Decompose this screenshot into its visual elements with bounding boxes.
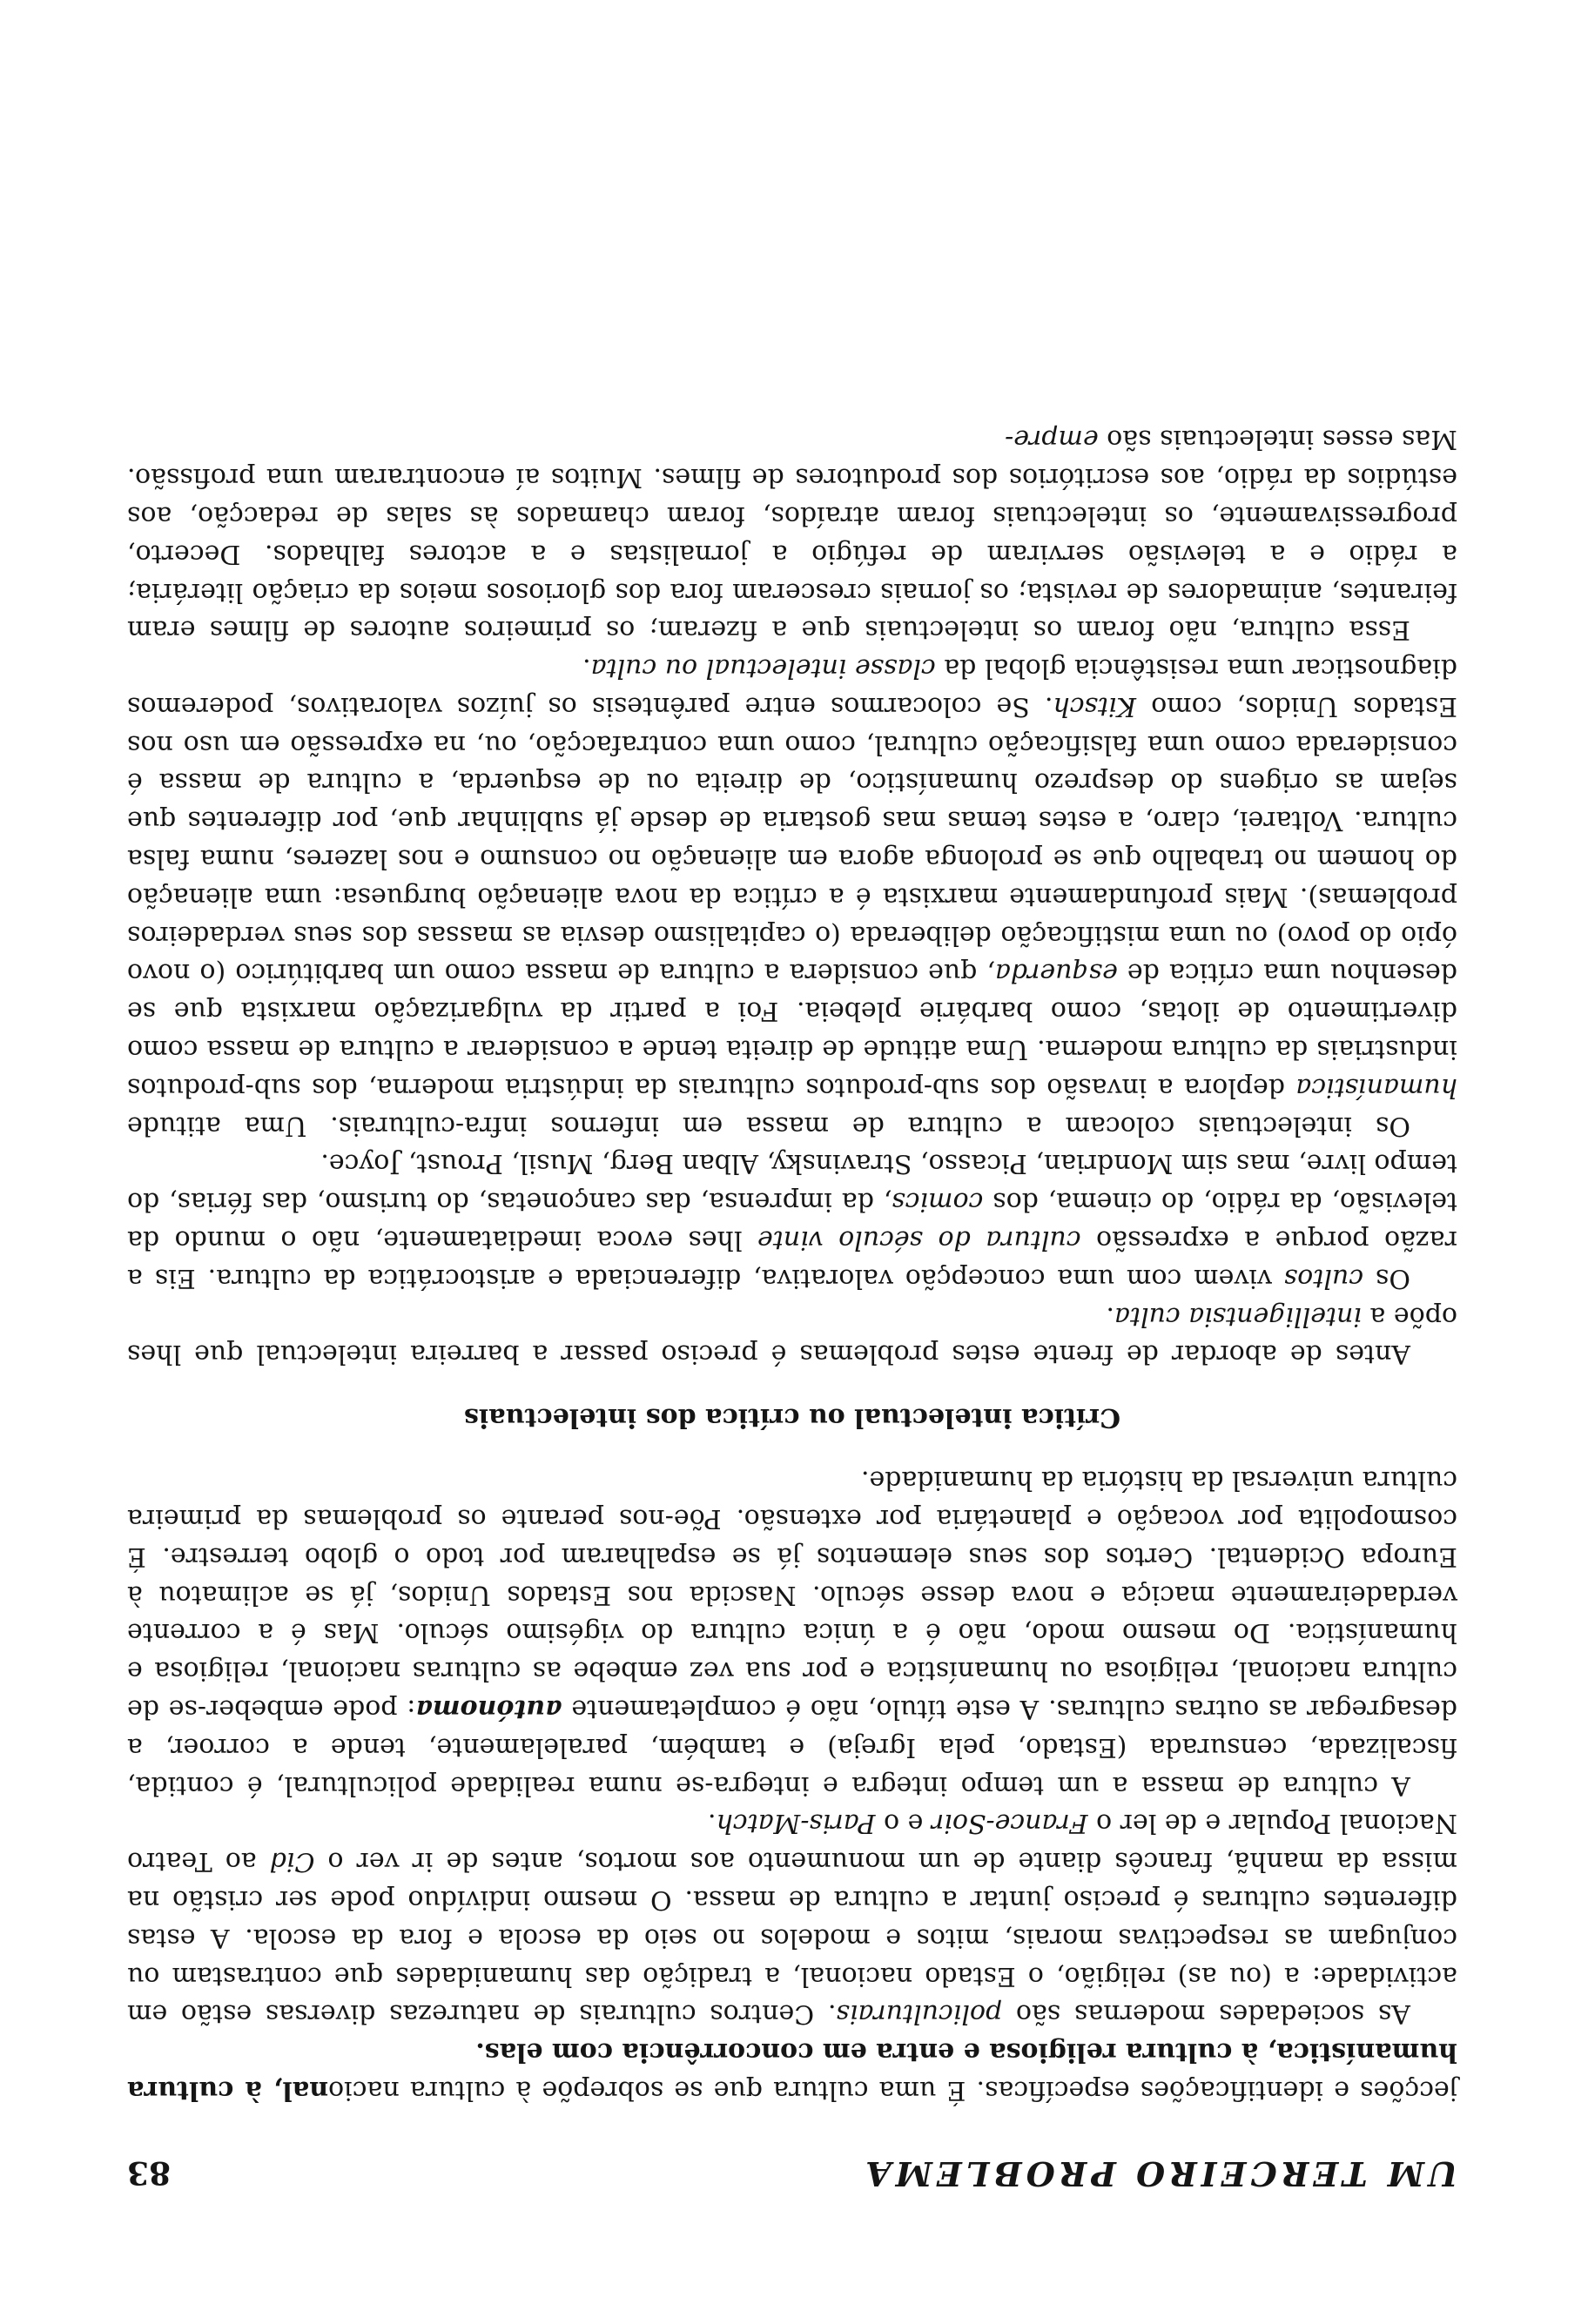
paragraph-text: . <box>1106 1300 1115 1332</box>
emphasis-text: classe intelectual ou culta <box>590 653 936 684</box>
paragraph-text: vivem com uma concepção valorativa, diferenciada e aristocrática da cultura. Eis a razão porque a expressão <box>127 1225 1457 1293</box>
paragraph <box>127 1297 1457 1374</box>
paragraph <box>127 2032 1457 2109</box>
emphasis-text: autónoma <box>415 1694 562 1725</box>
paragraph-text: : pode embeber-se de cultura nacional, religiosa ou humanística e por sua vez embebe as culturas nacional, religiosa e humanística. Do mesmo modo, não é a única cultura do vigésimo século. Mas é a corrente verdadeiramente maciça e nova desse século. Nascida nos Estados Unidos, já se aclimatou à Europa Ocidental. Certos dos seus elementos já se espalharam por todo o globo terrestre. É cosmopolita por vocação e planetária por extensão. Põe-nos perante os problemas da primeira cultura universal da história da humanidade. <box>127 1465 1457 1725</box>
paragraph-text: Os <box>1363 1262 1410 1293</box>
paragraph-text: . Se colocarmos entre parêntesis os juízos valorativos, poderemos diagnosticar uma resistência global da <box>127 653 1457 722</box>
section-heading: Crítica intelectual ou crítica dos intelectuais <box>463 1402 1121 1434</box>
body-text-block-2 <box>127 420 1457 1374</box>
paragraph-text: jecções e identificações específicas. É uma cultura que se sobrepõe à cultura nacio <box>328 2075 1457 2106</box>
paragraph-text: , da imprensa, das cançonetas, do turismo, das férias, do tempo livre, mas sim Mondrian, Picasso, Stravinsky, Alban Berg, Musil, Proust, Joyce. <box>127 1148 1457 1218</box>
emphasis-text: empre- <box>1005 424 1099 455</box>
emphasis-text: nal, à cultura humanística, à cultura religiosa e entra em concorrência com elas. <box>127 2037 1457 2106</box>
emphasis-text: esquerda <box>994 957 1118 989</box>
running-head <box>127 2154 1457 2193</box>
paragraph-text: Antes de abordar de frente estes problemas é preciso passar a barreira intelectual que lhes opõe a <box>127 1300 1457 1370</box>
paragraph-text: Essa cultura, não foram os intelectuais que a fizeram; os primeiros autores de filmes eram feirantes, animadores de revista; os jornais cresceram fora dos gloriosos meios da criação literária; a rádio e a televisão serviram de refúgio a jornalistas e a actores falhados. Decerto, progressivamente, os intelectuais foram atraídos, foram chamados às salas de redacção, aos estúdios da rádio, aos escritórios dos produtores de filmes. Muitos aí encontraram uma profissão. Mas esses intelectuais são <box>127 424 1457 646</box>
paragraph-text: . <box>582 653 591 684</box>
paragraph-text: , que considera a cultura de massa como um barbitúrico (o novo ópio do povo) ou uma mistificação deliberada (o capitalismo desvia as massas dos seus verdadeiros problemas). Mais profundamente marxista é a crítica da nova alienação burguesa: uma alienação do homem no trabalho que se prolonga agora em alienação no consumo e nos lazeres, numa falsa cultura. Voltarei, claro, a estes temas mas gostaria de desde já sublinhar que, por diferentes que sejam as origens do desprezo humanístico, de direita ou de esquerda, a cultura de massa é considerada como uma falsificação cultural, como uma contrafacção, ou, na expressão em uso nos Estados Unidos, como <box>126 690 1457 989</box>
emphasis-text: intelligentsia culta <box>1114 1300 1362 1332</box>
paragraph-text: ao Teatro Nacional Popular e de ler o <box>127 1808 1457 1877</box>
paragraph-text: Os intelectuais colocam a cultura de massa em infernos infra-culturais. Uma atitude <box>127 1110 1410 1141</box>
emphasis-text: humanística <box>1295 1071 1457 1103</box>
paragraph <box>127 648 1457 1144</box>
emphasis-text: cultos <box>1283 1262 1364 1293</box>
paragraph-text: deplora a invasão dos sub-produtos culturais da indústria moderna, dos sub-produtos industriais da cultura moderna. Uma atitude de direita tende a considerar a cultura de massa como divertimento de ilotas, como barbárie plebeia. Foi a partir da vulgarização marxista que se desenhou uma crítica de <box>127 957 1457 1103</box>
running-head-title: UM TERCEIRO PROBLEMA <box>861 2154 1457 2193</box>
paragraph-text: e o <box>875 1808 932 1839</box>
emphasis-text: Paris-Match <box>716 1808 876 1839</box>
emphasis-text: comics <box>892 1186 984 1218</box>
body-text-block-1 <box>127 1461 1457 2109</box>
paragraph-text: A cultura de massa a um tempo integra e integra-se numa realidade policultural, é contida, fiscalizada, censurada (Estado, pela Igreja) e também, paralelamente, tende a corroer, a desagregar as outras culturas. A este título, não é completamente <box>127 1694 1457 1801</box>
paragraph-text: . <box>707 1808 717 1839</box>
paragraph <box>127 1461 1457 1803</box>
paragraph <box>127 420 1457 649</box>
emphasis-text: cultura do século vinte <box>757 1225 1081 1256</box>
emphasis-text: policulturais <box>836 1998 1003 2030</box>
emphasis-text: Cid <box>269 1846 315 1877</box>
paragraph <box>127 1804 1457 2033</box>
paragraph <box>127 1145 1457 1297</box>
paragraph-text: . Centros culturais de naturezas diversas estão em actividade: a (ou as) religião, o Estado nacional, a tradição das humanidades que contrastam ou conjugam as respectivas morais, mitos e modelos no seio da escola e fora da escola. A estas diferentes culturas é preciso juntar a cultura de massa. O mesmo indivíduo pode ser cristão na missa da manhã, francês diante de um monumento aos mortos, antes de ir ver o <box>127 1846 1457 2030</box>
page-content <box>127 420 1457 2193</box>
emphasis-text: France-Soir <box>931 1808 1088 1839</box>
paragraph-text: lhes evoca imediatamente, não o mundo da televisão, da rádio, do cinema, dos <box>127 1186 1457 1256</box>
paragraph-text: As sociedades modernas são <box>1002 1998 1410 2030</box>
emphasis-text: Kitsch <box>1053 690 1137 722</box>
page-number: 83 <box>127 2154 172 2191</box>
